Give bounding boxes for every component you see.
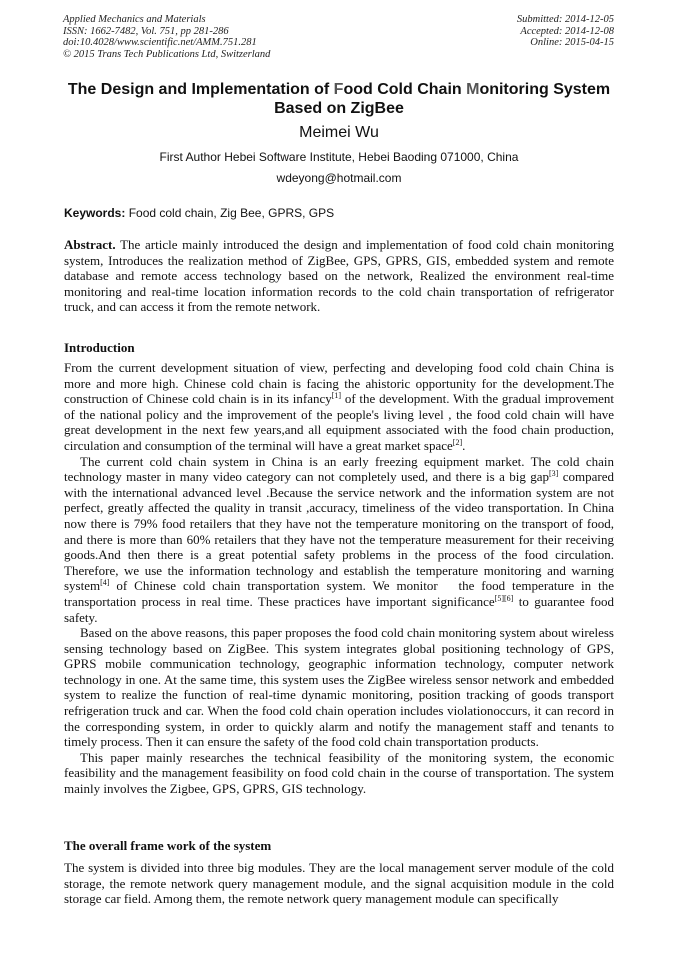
citation: [4] (100, 578, 110, 588)
copyright: © 2015 Trans Tech Publications Ltd, Switzerland (63, 48, 271, 60)
author-email: wdeyong@hotmail.com (276, 171, 402, 185)
issn: ISSN: 1662-7482, Vol. 751, pp 281-286 (63, 25, 229, 37)
title-text: F (333, 81, 344, 98)
journal-info (63, 14, 270, 60)
citation: [5][6] (494, 593, 514, 603)
title-text: ood Cold Chain (343, 81, 467, 98)
paragraph: From the current development situation of view, perfecting and developing food cold chain China is more and more high. Chinese cold chain is facing the ahistoric opportunity for the development.The construction of Chinese cold chain is in its infancy[1] of the development. With the gradual improvement of the national policy and the improvement of the people's living level , the food cold chain will have great development in the next few years,and all equipment associated with the food chain production, circulation and consumption of the terminal will have a great market space[2]. (64, 360, 614, 453)
section-heading-framework: The overall frame work of the system (64, 838, 272, 853)
dates (517, 14, 614, 49)
citation: [3] (549, 469, 559, 479)
citation: [2] (452, 437, 463, 447)
journal-name: Applied Mechanics and Materials (63, 14, 206, 25)
paragraph: The system is divided into three big modules. They are the local management server module of the cold storage, the remote network query management module, and the signal acquisition module in the cold storage car field. Among them, the remote network query management module can specifically (64, 860, 614, 907)
paragraph: The current cold chain system in China is an early freezing equipment market. The cold chain technology master in many video category can not completely used, and there is a big gap[3] compared with the international advanced level .Because the service network and the information system are not perfect, greatly affected the quality in transit ,accuracy, timeliness of the video transportation. In China now there is 79% food retailers that they have not the temperature monitoring on the transport of food, and there is more than 60% retailers that they have not the temperature measurement for their receiving goods.And then there is a great potential safety problems in the process of the food circulation. Therefore, we use the information technology and establish the temperature monitoring and warning system[4] of Chinese cold chain transportation system. We monitor the food temperature in the transportation process in real time. These practices have important significance[5][6] to guarantee food safety. (64, 453, 615, 625)
introduction-body (64, 360, 614, 797)
abstract-label: Abstract. (64, 237, 116, 252)
abstract (64, 237, 614, 315)
accepted-date: Accepted: 2014-12-08 (520, 25, 614, 37)
paragraph: Based on the above reasons, this paper proposes the food cold chain monitoring system about wireless sensing technology based on ZigBee. This system integrates global positioning technology of GPS, GPRS mobile communication technology, geographic information technology, computer network technology in one. At the same time, this system uses the ZigBee wireless sensor network and embedded system to realize the function of real-time dynamic monitoring, position tracking of goods transport refrigeration truck and car. When the food cold chain operation includes violationoccurs, it can record in the corresponding system, in order to quickly alarm and notify the management staff and tenants to timely process. Then it can ensure the safety of the food cold chain transportation products. (64, 625, 614, 750)
title-text: onitoring System (479, 81, 611, 98)
citation: [1] (331, 391, 342, 401)
submitted-date: Submitted: 2014-12-05 (516, 14, 614, 25)
framework-body (64, 860, 614, 907)
title-text: Based on ZigBee (274, 100, 404, 117)
title-text: M (466, 81, 480, 98)
abstract-text: The article mainly introduced the design and implementation of food cold chain monitoring system, Introduces the realization method of ZigBee, GPS, GPRS, GIS, embedded system and remote database and remote access technology based on the network, Realized the environment real-time monitoring and real-time location information records to the cold chain transportation of refrigerator truck, and can access it from the remote network. (64, 237, 614, 315)
doi: doi:10.4028/www.scientific.net/AMM.751.281 (63, 37, 257, 49)
author-name: Meimei Wu (299, 124, 379, 141)
online-date: Online: 2015-04-15 (530, 37, 614, 49)
title-text: The Design and Implementation of (67, 81, 334, 98)
paper-title (40, 80, 638, 118)
keywords-label: Keywords: (64, 206, 126, 220)
affiliation: First Author Hebei Software Institute, Hebei Baoding 071000, China (159, 150, 519, 164)
keywords-value: Food cold chain, Zig Bee, GPRS, GPS (125, 206, 335, 220)
section-heading-introduction: Introduction (64, 340, 135, 355)
keywords (64, 206, 334, 220)
paragraph: This paper mainly researches the technical feasibility of the monitoring system, the economic feasibility and the management feasibility on food cold chain in the course of transportation. The system mainly involves the Zigbee, GPS, GPRS, GIS technology. (64, 749, 614, 797)
